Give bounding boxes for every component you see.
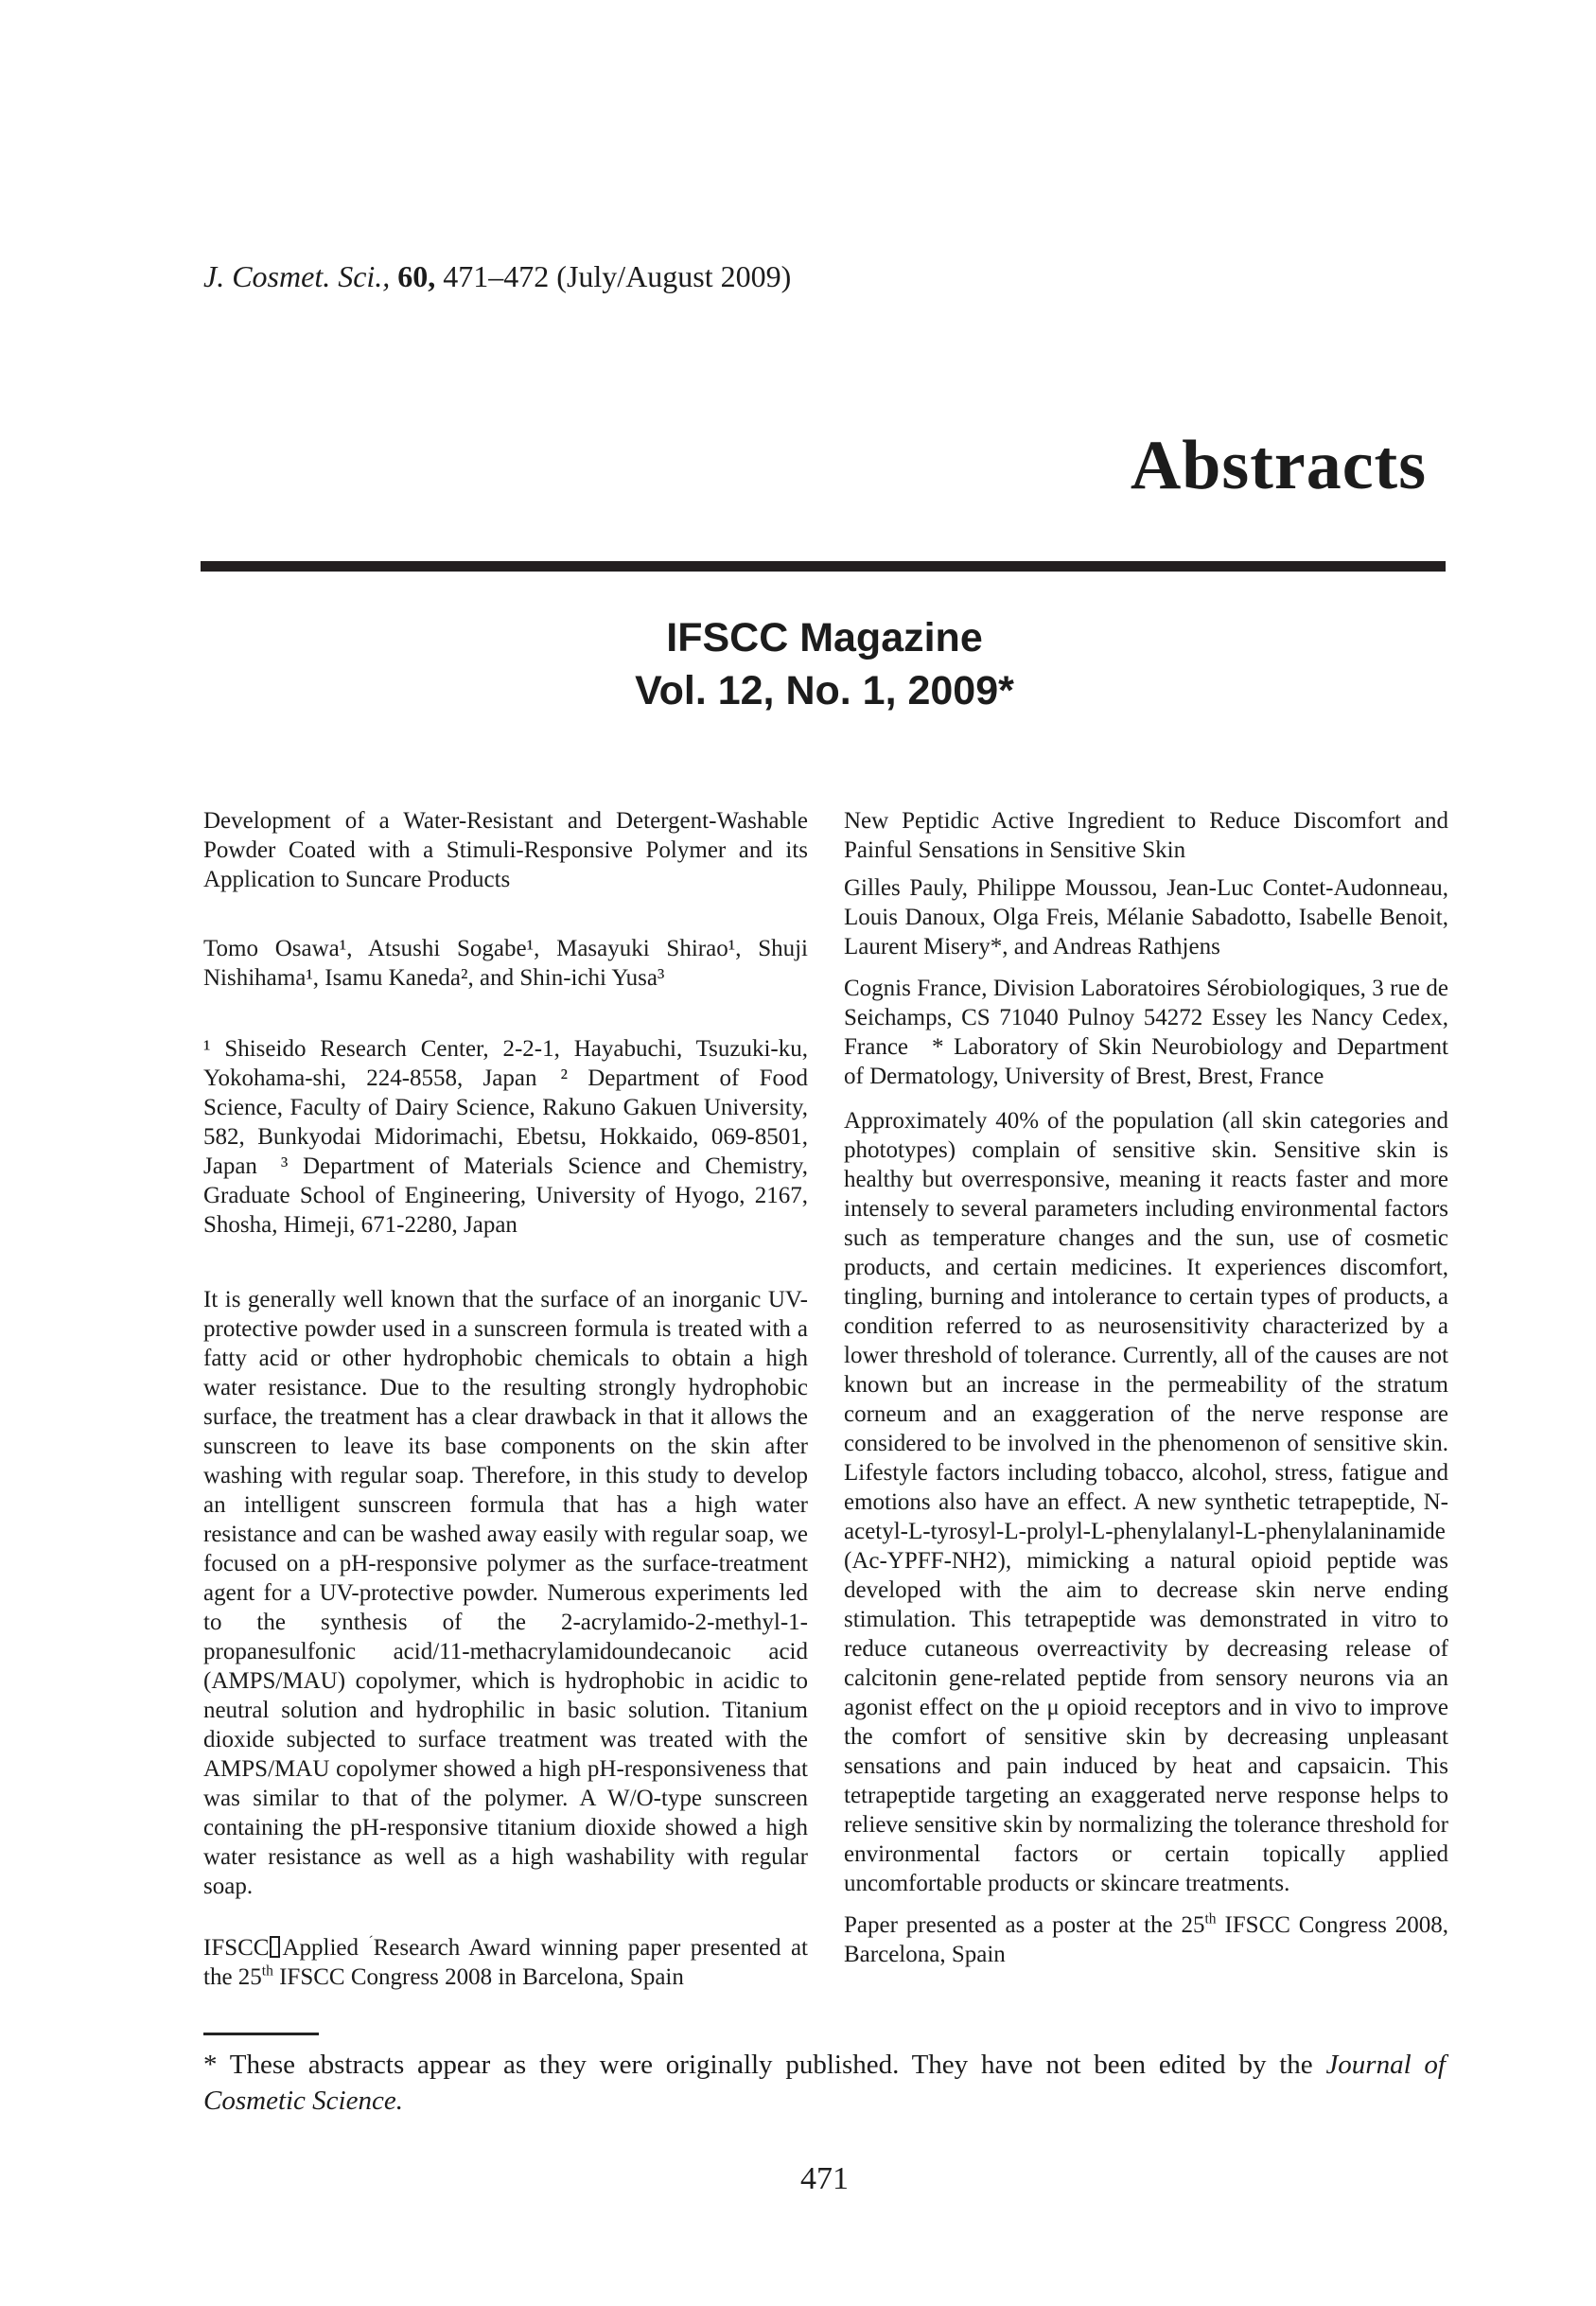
abstract-right-column <box>844 806 1448 1992</box>
stray-accent-mark: ´ <box>368 1933 374 1950</box>
award-note <box>203 1933 808 1992</box>
journal-citation-volume: 60, <box>390 259 436 293</box>
abstract-affiliations: ¹ Shiseido Research Center, 2-2-1, Hayabuchi, Tsuzuki-ku, Yokohama-shi, 224-8558, Japan ² Department of Food Science, Faculty of Dairy Science, Rakuno Gakuen University, 582, Bunkyodai Midorimachi, Ebetsu, Hokkaido, 069-8501, Japan ³ Department of Materials Science and Chemistry, Graduate School of Engineering, University of Hyogo, 2167, Shosha, Himeji, 671-2280, Japan <box>203 1036 808 1238</box>
two-column-body <box>203 806 1448 1992</box>
abstract-left-column <box>203 806 808 1992</box>
poster-note <box>844 1910 1448 1969</box>
poster-note-text: Paper presented as a poster at the 25 <box>844 1912 1205 1938</box>
award-note-text: IFSCC Congress 2008 in Barcelona, Spain <box>272 1964 684 1990</box>
journal-citation-pages: 471–472 (July/August 2009) <box>435 259 792 293</box>
page-title: Abstracts <box>1130 427 1427 504</box>
abstract-authors: Gilles Pauly, Philippe Moussou, Jean-Luc Contet-Audonneau, Louis Danoux, Olga Freis, Mélanie Sabadotto, Isabelle Benoit, Laurent Misery*, and Andreas Rathjens <box>844 875 1448 959</box>
abstract-title: Development of a Water-Resistant and Detergent-Washable Powder Coated with a Stimuli-Responsive Polymer and its Application to Suncare Products <box>203 808 808 892</box>
award-note-text: IFSCC <box>203 1935 270 1961</box>
missing-glyph-box <box>270 1936 280 1958</box>
abstract-affiliations: Cognis France, Division Laboratoires Sérobiologiques, 3 rue de Seichamps, CS 71040 Pulnoy 54272 Essey les Nancy Cedex, France * Laboratory of Skin Neurobiology and Department of Dermatology, University of Brest, Brest, France <box>844 976 1448 1089</box>
journal-citation <box>203 257 1446 295</box>
abstract-body-text: It is generally well known that the surface of an inorganic UV-protective powder used in a sunscreen formula is treated with a fatty acid or other hydrophobic chemicals to obtain a high water resistance. Due to the resulting strongly hydrophobic surface, the treatment has a clear drawback in that it allows the sunscreen to leave its base components on the skin after washing with regular soap. Therefore, in this study to develop an intelligent sunscreen formula that has a high water resistance and can be washed away easily with regular soap, we focused on a pH-responsive polymer as the surface-treatment agent for a UV-protective powder. Numerous experiments led to the synthesis of the 2-acrylamido-2-methyl-1-propanesulfonic acid/11-methacrylamidoundecanoic acid (AMPS/MAU) copolymer, which is hydrophobic in acidic to neutral solution and hydrophilic in basic solution. Titanium dioxide subjected to surface treatment was treated with the AMPS/MAU copolymer showed a high pH-responsiveness that was similar to that of the polymer. A W/O-type sunscreen containing the pH-responsive titanium dioxide showed a high water resistance as well as a high washability with regular soap. <box>203 1287 808 1899</box>
footnote-separator-rule <box>203 2033 319 2035</box>
footnote-journal-name: Journal of Cosmetic Science. <box>203 2050 1446 2116</box>
title-rule <box>201 561 1446 572</box>
award-note-text: Research Award winning paper presented at the 25 <box>203 1935 808 1990</box>
ordinal-superscript: th <box>1204 1910 1217 1928</box>
poster-note-text: IFSCC Congress 2008, Barcelona, Spain <box>844 1912 1448 1967</box>
magazine-heading <box>203 611 1446 717</box>
page-footnote <box>203 2047 1446 2119</box>
abstract-authors: Tomo Osawa¹, Atsushi Sogabe¹, Masayuki Shirao¹, Shuji Nishihama¹, Isamu Kaneda², and Shin-ichi Yusa³ <box>203 936 808 991</box>
ordinal-superscript: th <box>261 1963 273 1980</box>
abstract-title: New Peptidic Active Ingredient to Reduce Discomfort and Painful Sensations in Sensitive Skin <box>844 808 1448 863</box>
magazine-heading-line2: Vol. 12, No. 1, 2009* <box>635 668 1014 713</box>
award-note-text: Applied <box>282 1935 369 1961</box>
footnote-text: * These abstracts appear as they were originally published. They have not been edited by the <box>203 2050 1326 2080</box>
abstract-body-text: Approximately 40% of the population (all skin categories and phototypes) complain of sensitive skin. Sensitive skin is healthy but overresponsive, meaning it reacts faster and more intensely to several parameters including environmental factors such as temperature changes and the sun, use of cosmetic products, and certain medicines. It experiences discomfort, tingling, burning and intolerance to certain types of products, a condition referred to as neurosensitivity characterized by a lower threshold of tolerance. Currently, all of the causes are not known but an increase in the permeability of the stratum corneum and an exaggeration of the nerve response are considered to be involved in the phenomenon of sensitive skin. Lifestyle factors including tobacco, alcohol, stress, fatigue and emotions also have an effect. A new synthetic tetrapeptide, N-acetyl-L-tyrosyl-L-prolyl-L-phenylalanyl-L-phenylalaninamide (Ac-YPFF-NH2), mimicking a natural opioid peptide was developed with the aim to decrease skin nerve ending stimulation. This tetrapeptide was demonstrated in vitro to reduce cutaneous overreactivity by decreasing release of calcitonin gene-related peptide from sensory neurons via an agonist effect on the μ opioid receptors and in vivo to improve the comfort of sensitive skin by decreasing unpleasant sensations and pain induced by heat and capsaicin. This tetrapeptide targeting an exaggerated nerve response helps to relieve sensitive skin by normalizing the tolerance threshold for environmental factors or certain topically applied uncomfortable products or skincare treatments. <box>844 1108 1448 1896</box>
magazine-heading-line1: IFSCC Magazine <box>666 615 983 660</box>
page-number: 471 <box>800 2161 849 2196</box>
journal-citation-name: J. Cosmet. Sci., <box>203 259 391 293</box>
